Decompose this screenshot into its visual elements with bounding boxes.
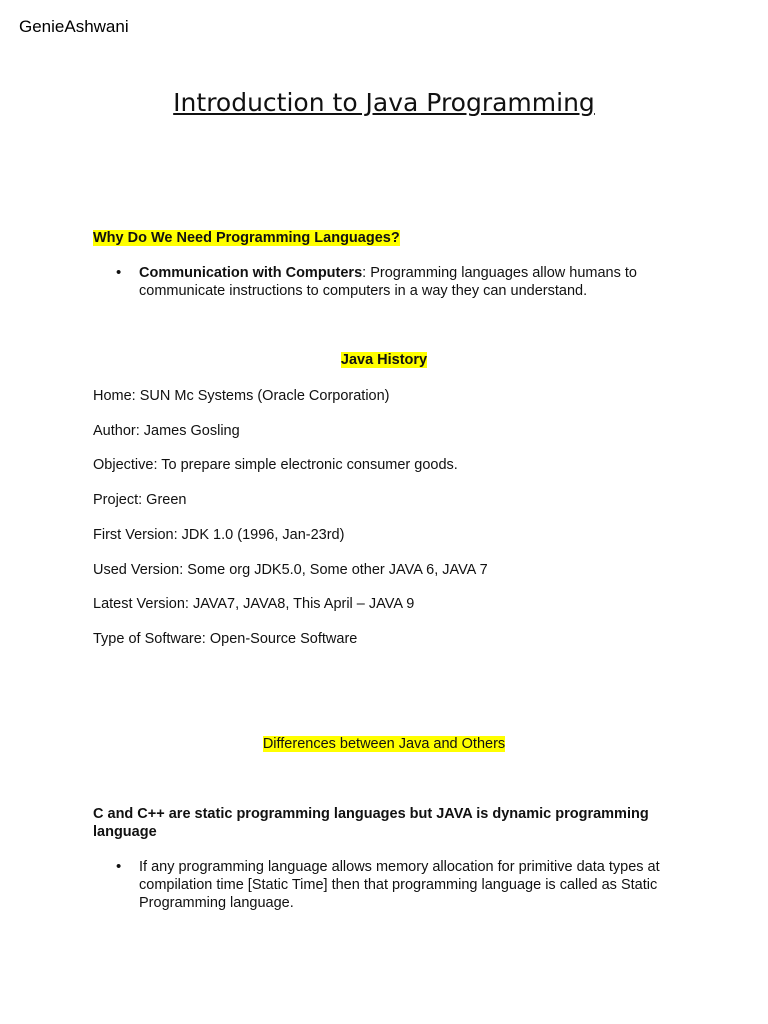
section-heading-differences (0, 735, 768, 753)
bullet-icon: • (116, 264, 122, 281)
history-line-project: Project: Green (93, 492, 187, 508)
bullet-description: : Programming languages allow humans to communicate instructions to computers in a way they can understand. (139, 265, 637, 299)
history-line-first-version: First Version: JDK 1.0 (1996, Jan-23rd) (93, 527, 345, 543)
history-line-home: Home: SUN Mc Systems (Oracle Corporation) (93, 388, 390, 404)
bullet-term: Communication with Computers (139, 265, 363, 281)
history-line-used-version: Used Version: Some org JDK5.0, Some other JAVA 6, JAVA 7 (93, 562, 488, 578)
history-line-objective: Objective: To prepare simple electronic consumer goods. (93, 457, 458, 473)
section-heading-java-history (0, 351, 768, 369)
bullet-text (139, 264, 674, 300)
page-title: Introduction to Java Programming (173, 88, 595, 117)
history-line-software-type: Type of Software: Open-Source Software (93, 631, 358, 647)
section-heading-java-history-text: Java History (340, 352, 428, 368)
section-heading-differences-text: Differences between Java and Others (262, 736, 506, 752)
bullet-icon: • (116, 858, 122, 875)
section-heading-why-text: Why Do We Need Programming Languages? (93, 230, 400, 246)
static-dynamic-statement: C and C++ are static programming languages but JAVA is dynamic programming language (93, 806, 649, 840)
watermark: GenieAshwani (19, 17, 129, 36)
history-line-latest-version: Latest Version: JAVA7, JAVA8, This April – JAVA 9 (93, 596, 415, 612)
section-heading-why (93, 229, 400, 247)
bullet-text: If any programming language allows memory allocation for primitive data types at compilation time [Static Time] then that programming language is called as Static Programming language. (139, 859, 660, 911)
history-line-author: Author: James Gosling (93, 423, 240, 439)
